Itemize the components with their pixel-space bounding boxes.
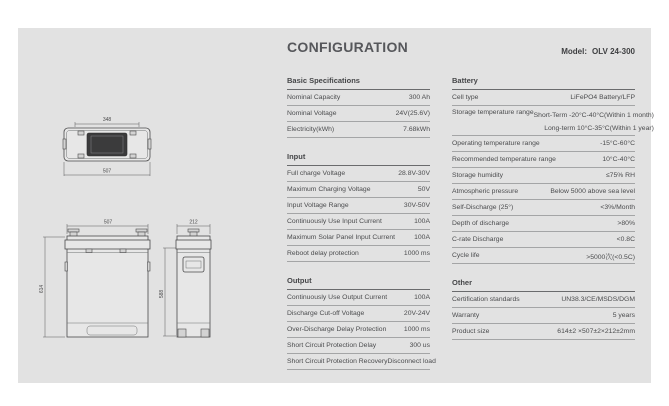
spec-label: Depth of discharge bbox=[452, 220, 510, 227]
spec-label: Product size bbox=[452, 328, 490, 335]
front-view-width-dim: 507 bbox=[103, 219, 113, 226]
spec-row bbox=[452, 292, 635, 308]
section-output bbox=[287, 276, 436, 370]
front-view-height-dim: 614 bbox=[39, 284, 45, 294]
spec-row bbox=[452, 324, 635, 340]
spec-row bbox=[287, 182, 430, 198]
section-battery bbox=[452, 76, 654, 264]
spec-row bbox=[287, 354, 436, 370]
side-view-height-dim: 588 bbox=[159, 289, 165, 299]
spec-label: Continuously Use Output Current bbox=[287, 294, 388, 301]
spec-value: 20V-24V bbox=[403, 310, 430, 317]
spec-label: Certification standards bbox=[452, 296, 520, 303]
spec-value: LiFePO4 Battery/LFP bbox=[570, 94, 635, 101]
spec-label: Discharge Cut-off Voltage bbox=[287, 310, 365, 317]
spec-row bbox=[452, 184, 635, 200]
spec-row bbox=[452, 152, 635, 168]
spec-value: 300 Ah bbox=[408, 94, 430, 101]
spec-label: Cycle life bbox=[452, 252, 480, 259]
spec-label: Storage temperature range bbox=[452, 109, 534, 116]
section-title: Basic Specifications bbox=[287, 76, 430, 90]
spec-row bbox=[287, 306, 430, 322]
spec-row bbox=[452, 200, 635, 216]
spec-value-line1: Short-Term -20°C-40°C(Within 1 month) bbox=[533, 112, 654, 119]
spec-value: 1000 ms bbox=[403, 250, 430, 257]
spec-label: Short Circuit Protection Delay bbox=[287, 342, 377, 349]
spec-value-line2: Long-term 10°C-35°C(Within 1 year) bbox=[544, 125, 654, 132]
spec-value: 30V-50V bbox=[403, 202, 430, 209]
spec-value: 7.68kWh bbox=[403, 126, 430, 133]
spec-value: >80% bbox=[617, 220, 635, 227]
page-title: CONFIGURATION bbox=[287, 39, 409, 55]
spec-label: Maximum Solar Panel Input Current bbox=[287, 234, 396, 241]
spec-column-left bbox=[287, 76, 436, 384]
spec-label: Nominal Capacity bbox=[287, 94, 341, 101]
spec-row bbox=[287, 230, 430, 246]
side-view-depth-dim: 212 bbox=[189, 219, 198, 226]
spec-value: ≤75% RH bbox=[605, 172, 635, 179]
top-view-width-dim: 507 bbox=[102, 168, 112, 175]
model-label: Model: bbox=[561, 47, 588, 56]
spec-row bbox=[287, 322, 430, 338]
spec-row bbox=[287, 214, 430, 230]
section-title: Input bbox=[287, 152, 430, 166]
spec-label: Recommended temperature range bbox=[452, 156, 556, 163]
spec-label: Maximum Charging Voltage bbox=[287, 186, 371, 193]
spec-value: 100A bbox=[414, 294, 430, 301]
spec-row bbox=[287, 198, 430, 214]
spec-column-right bbox=[452, 76, 654, 354]
spec-value: 28.8V-30V bbox=[398, 170, 430, 177]
model-value: OLV 24-300 bbox=[592, 47, 635, 56]
spec-label: Full charge Voltage bbox=[287, 170, 346, 177]
section-input bbox=[287, 152, 430, 262]
front-view-drawing bbox=[39, 220, 150, 338]
spec-row bbox=[452, 232, 635, 248]
spec-label: Operating temperature range bbox=[452, 140, 540, 147]
spec-row bbox=[452, 216, 635, 232]
spec-label: Reboot delay protection bbox=[287, 250, 359, 257]
spec-label: Cell type bbox=[452, 94, 479, 101]
spec-value: 100A bbox=[414, 218, 430, 225]
spec-label: Warranty bbox=[452, 312, 480, 319]
spec-label: Self-Discharge (25°) bbox=[452, 204, 514, 211]
spec-value: 10°C-40°C bbox=[602, 156, 635, 163]
spec-value: -15°C-60°C bbox=[600, 140, 635, 147]
spec-value: 614±2 ×507±2×212±2mm bbox=[557, 328, 635, 335]
spec-value: 5 years bbox=[612, 312, 635, 319]
section-basic-specifications bbox=[287, 76, 430, 138]
spec-value bbox=[534, 106, 654, 135]
spec-label: Electricity(kWh) bbox=[287, 126, 335, 133]
spec-value: UN38.3/CE/MSDS/DGM bbox=[561, 296, 635, 303]
model-line bbox=[561, 47, 635, 56]
spec-value: <0.8C bbox=[616, 236, 635, 243]
spec-label: Input Voltage Range bbox=[287, 202, 349, 209]
spec-value: 100A bbox=[414, 234, 430, 241]
spec-row bbox=[452, 248, 635, 264]
spec-row bbox=[287, 246, 430, 262]
battery-technical-drawing bbox=[30, 100, 280, 360]
spec-value: Disconnect load bbox=[387, 358, 436, 365]
spec-value: >5000次(<0.5C) bbox=[586, 253, 635, 261]
spec-row bbox=[452, 136, 635, 152]
spec-label: Continuously Use Input Current bbox=[287, 218, 382, 225]
spec-label: Short Circuit Protection Recovery bbox=[287, 358, 388, 365]
section-title: Other bbox=[452, 278, 635, 292]
top-view-inner-width-dim: 348 bbox=[102, 117, 112, 123]
spec-value: Below 5000 above sea level bbox=[550, 188, 635, 195]
spec-row bbox=[287, 166, 430, 182]
top-view-drawing bbox=[63, 117, 151, 176]
spec-value: 300 us bbox=[409, 342, 430, 349]
section-other bbox=[452, 278, 635, 340]
spec-row bbox=[452, 168, 635, 184]
spec-label: Nominal Voltage bbox=[287, 110, 337, 117]
spec-row bbox=[287, 290, 430, 306]
spec-value: 50V bbox=[417, 186, 430, 193]
spec-value: 24V(25.6V) bbox=[395, 110, 430, 117]
spec-value: <3%/Month bbox=[600, 204, 635, 211]
spec-row bbox=[287, 90, 430, 106]
spec-value: 1000 ms bbox=[403, 326, 430, 333]
spec-sheet-panel bbox=[18, 28, 654, 383]
spec-label: Atmospheric pressure bbox=[452, 188, 519, 195]
spec-row bbox=[287, 106, 430, 122]
spec-label: Storage humidity bbox=[452, 172, 504, 179]
section-title: Battery bbox=[452, 76, 635, 90]
spec-label: C-rate Discharge bbox=[452, 236, 504, 243]
side-view-drawing bbox=[159, 220, 211, 338]
section-title: Output bbox=[287, 276, 430, 290]
spec-label: Over-Discharge Delay Protection bbox=[287, 326, 387, 333]
spec-row bbox=[452, 90, 635, 106]
spec-row bbox=[287, 122, 430, 138]
spec-row bbox=[287, 338, 430, 354]
spec-row bbox=[452, 106, 654, 136]
spec-row bbox=[452, 308, 635, 324]
